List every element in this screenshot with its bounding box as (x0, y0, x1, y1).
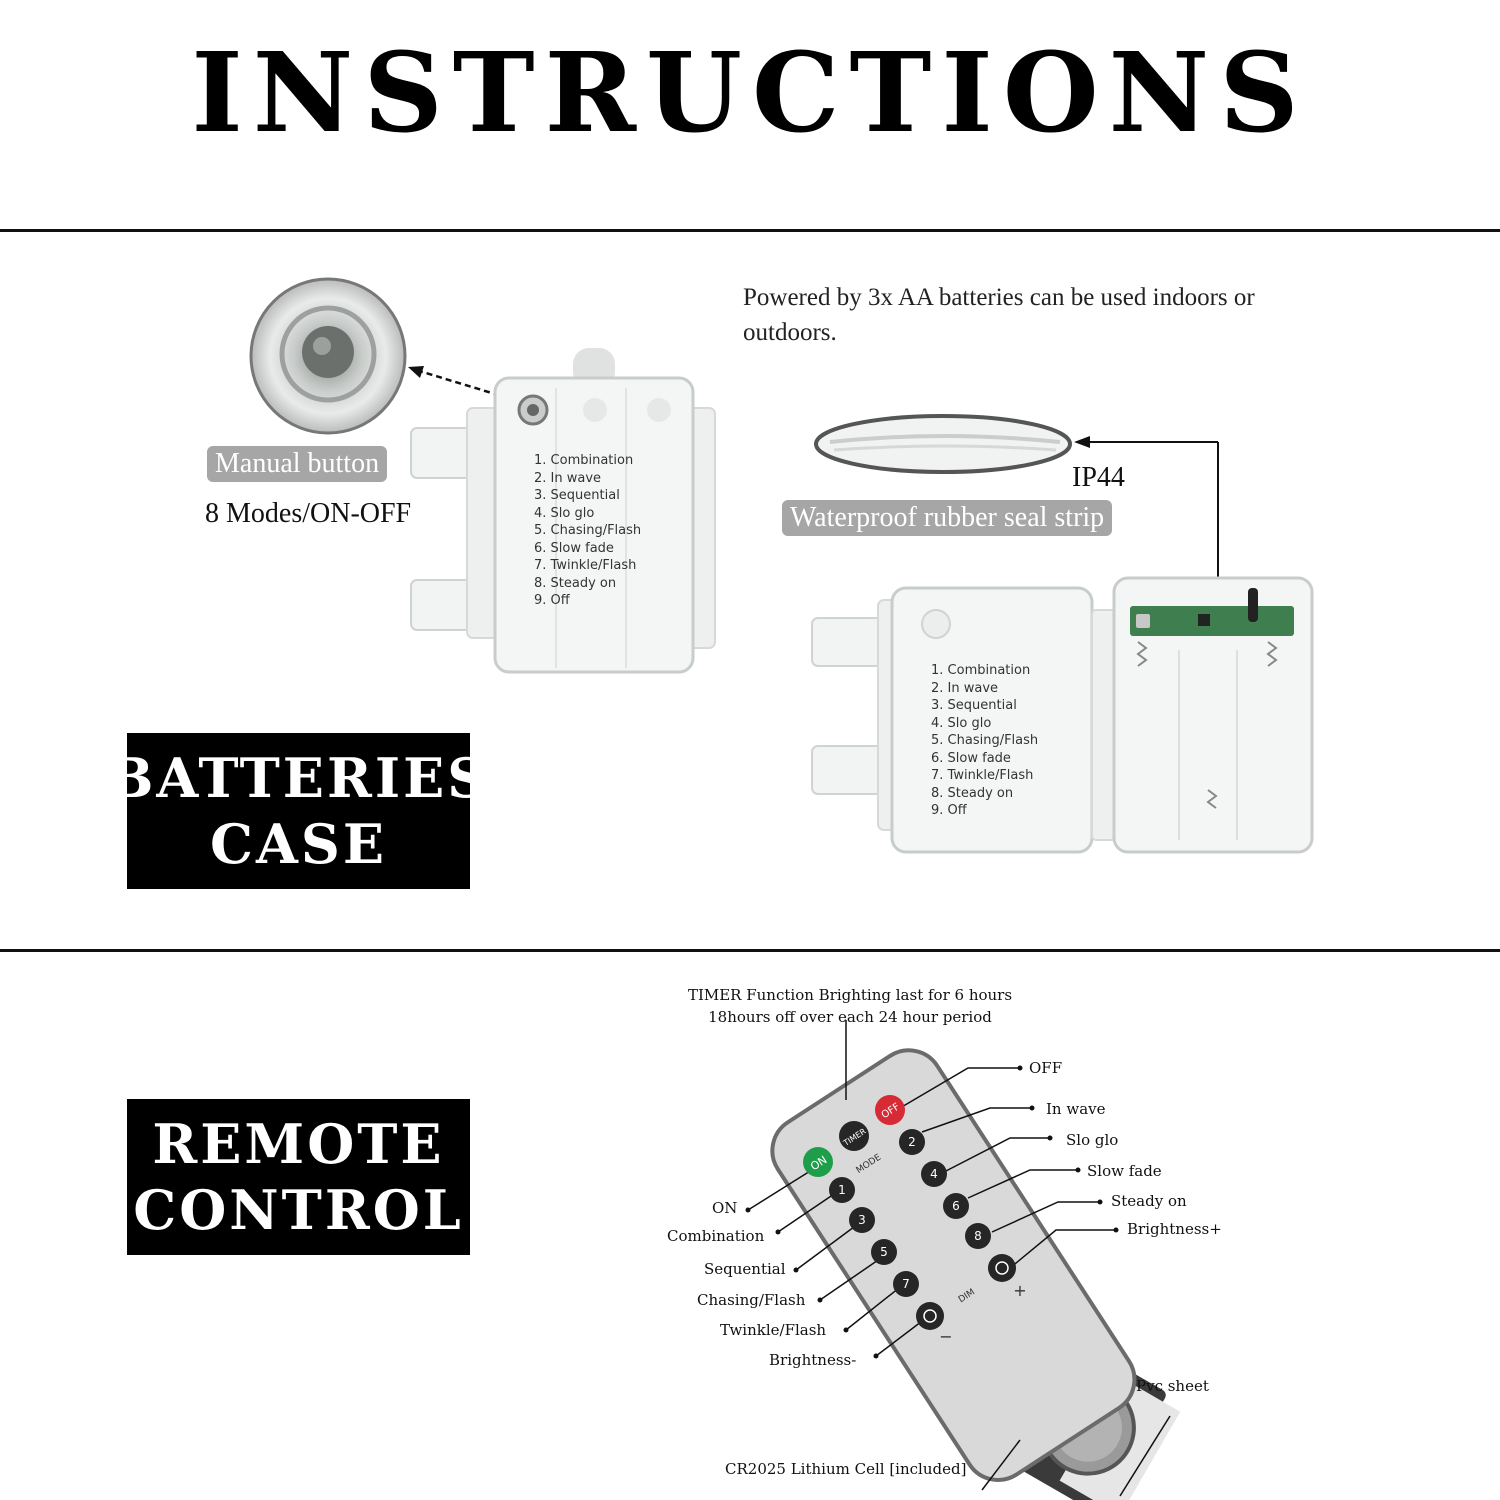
svg-text:1: 1 (838, 1183, 846, 1197)
label-chasing-flash: Chasing/Flash (697, 1291, 806, 1309)
modes-label: 8 Modes/ON-OFF (205, 498, 412, 529)
label-sequential: Sequential (704, 1260, 786, 1278)
remote-control-heading (127, 1099, 470, 1255)
svg-text:TIMER: TIMER (841, 1126, 868, 1148)
mode-item: 9. Off (931, 803, 967, 818)
seal-strip-image (810, 412, 1230, 582)
svg-text:ON: ON (808, 1153, 830, 1174)
mode-item: 5. Chasing/Flash (534, 523, 642, 538)
svg-text:−: − (939, 1327, 953, 1346)
label-twinkle-flash: Twinkle/Flash (720, 1321, 827, 1339)
ip-rating: IP44 (1072, 462, 1125, 493)
mode-item: 8. Steady on (931, 785, 1014, 801)
remote-heading-line1: REMOTE (152, 1112, 445, 1176)
batteries-case-heading (107, 733, 490, 889)
page-title: INSTRUCTIONS (191, 28, 1309, 157)
mode-item: 4. Slo glo (931, 715, 992, 731)
svg-text:MODE: MODE (854, 1152, 884, 1176)
label-combination: Combination (667, 1227, 765, 1245)
label-off: OFF (1029, 1059, 1063, 1077)
divider-middle (0, 949, 1500, 952)
remote-heading-line2: CONTROL (133, 1178, 464, 1242)
mode-item: 6. Slow fade (534, 540, 614, 556)
label-brightness-plus: Brightness+ (1127, 1220, 1222, 1238)
timer-line1: TIMER Function Brighting last for 6 hours (687, 986, 1013, 1004)
label-slow-fade: Slow fade (1087, 1162, 1162, 1180)
mode-item: 9. Off (534, 593, 570, 608)
svg-text:8: 8 (974, 1229, 982, 1243)
svg-text:3: 3 (858, 1213, 866, 1227)
svg-text:+: + (1013, 1281, 1027, 1300)
batteries-heading-line1: BATTERIES (107, 746, 490, 810)
mode-item: 7. Twinkle/Flash (931, 768, 1034, 783)
timer-line2: 18hours off over each 24 hour period (708, 1008, 992, 1026)
mode-item: 5. Chasing/Flash (931, 733, 1039, 748)
battery-case-open-image (808, 570, 1328, 860)
mode-item: 1. Combination (931, 663, 1031, 678)
closed-case-modes-list (534, 452, 641, 610)
svg-text:6: 6 (952, 1199, 960, 1213)
mode-item: 4. Slo glo (534, 505, 595, 521)
mode-item: 8. Steady on (534, 575, 617, 591)
svg-text:4: 4 (930, 1167, 938, 1181)
label-slo-glo: Slo glo (1066, 1131, 1119, 1149)
mode-item: 3. Sequential (931, 698, 1017, 713)
mode-item: 6. Slow fade (931, 750, 1011, 766)
seal-strip-label: Waterproof rubber seal strip (782, 500, 1112, 536)
label-in-wave: In wave (1046, 1100, 1106, 1118)
batteries-heading-line2: CASE (209, 812, 388, 876)
mode-item: 7. Twinkle/Flash (534, 558, 637, 573)
powered-text: Powered by 3x AA batteries can be used indoors or outdoors. (743, 284, 1255, 346)
label-steady-on: Steady on (1111, 1192, 1187, 1210)
open-case-modes-list (931, 662, 1038, 820)
svg-text:7: 7 (902, 1277, 910, 1291)
svg-text:5: 5 (880, 1245, 888, 1259)
mode-item: 2. In wave (534, 470, 602, 486)
label-brightness-minus: Brightness- (769, 1351, 857, 1369)
svg-text:DIM: DIM (956, 1287, 977, 1306)
manual-button-zoom-image (248, 276, 410, 438)
label-on: ON (712, 1199, 738, 1217)
label-pvc-sheet: Pvc sheet (1136, 1377, 1209, 1395)
manual-button-label: Manual button (207, 446, 387, 482)
svg-text:2: 2 (908, 1135, 916, 1149)
mode-item: 3. Sequential (534, 488, 620, 503)
label-battery-cell: CR2025 Lithium Cell [included] (725, 1460, 967, 1478)
mode-item: 2. In wave (931, 680, 999, 696)
divider-top (0, 229, 1500, 232)
mode-item: 1. Combination (534, 453, 634, 468)
svg-text:OFF: OFF (879, 1101, 902, 1122)
